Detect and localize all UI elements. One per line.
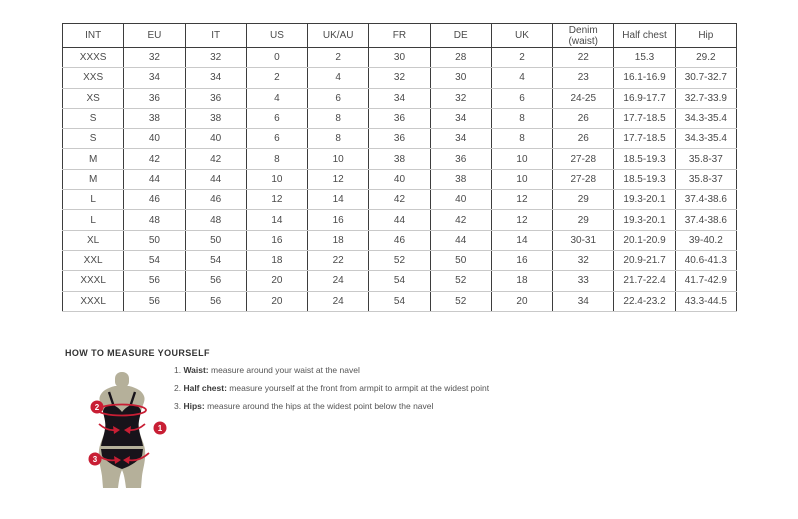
table-cell: 52 bbox=[430, 291, 491, 311]
table-row bbox=[63, 88, 737, 108]
table-cell: 30-31 bbox=[553, 230, 614, 250]
table-cell: 34 bbox=[185, 68, 246, 88]
table-cell: 8 bbox=[246, 149, 307, 169]
column-header: Half chest bbox=[614, 24, 675, 48]
table-cell: 18.5-19.3 bbox=[614, 169, 675, 189]
table-cell: 12 bbox=[308, 169, 369, 189]
table-cell: 10 bbox=[246, 169, 307, 189]
table-cell: 4 bbox=[491, 68, 552, 88]
table-cell: 14 bbox=[246, 210, 307, 230]
table-cell: XS bbox=[63, 88, 124, 108]
table-cell: 34 bbox=[430, 108, 491, 128]
step-number: 2. bbox=[174, 383, 184, 393]
table-cell: 4 bbox=[308, 68, 369, 88]
table-cell: 35.8-37 bbox=[675, 149, 736, 169]
table-cell: 50 bbox=[124, 230, 185, 250]
step-number: 3. bbox=[174, 401, 184, 411]
column-header: UK bbox=[491, 24, 552, 48]
table-cell: 16.1-16.9 bbox=[614, 68, 675, 88]
measure-guide-heading: HOW TO MEASURE YOURSELF bbox=[65, 348, 210, 358]
table-cell: 46 bbox=[185, 190, 246, 210]
table-cell: 29.2 bbox=[675, 48, 736, 68]
measure-step bbox=[174, 379, 489, 397]
table-cell: 2 bbox=[308, 48, 369, 68]
marker-3-label: 3 bbox=[92, 455, 98, 464]
table-cell: XXXL bbox=[63, 271, 124, 291]
table-cell: 42 bbox=[369, 190, 430, 210]
table-cell: 38 bbox=[124, 108, 185, 128]
table-cell: 8 bbox=[491, 108, 552, 128]
table-cell: 36 bbox=[124, 88, 185, 108]
table-cell: 48 bbox=[185, 210, 246, 230]
table-cell: 18 bbox=[308, 230, 369, 250]
table-row bbox=[63, 250, 737, 270]
table-cell: 14 bbox=[308, 190, 369, 210]
table-cell: 43.3-44.5 bbox=[675, 291, 736, 311]
table-cell: 32 bbox=[553, 250, 614, 270]
table-cell: 26 bbox=[553, 108, 614, 128]
table-cell: 34 bbox=[430, 129, 491, 149]
table-cell: 22 bbox=[553, 48, 614, 68]
marker-1-label: 1 bbox=[157, 424, 163, 433]
table-cell: 50 bbox=[185, 230, 246, 250]
measure-marker-2 bbox=[91, 401, 104, 414]
table-cell: XXS bbox=[63, 68, 124, 88]
table-cell: 12 bbox=[491, 210, 552, 230]
measure-marker-1 bbox=[154, 422, 167, 435]
column-header: IT bbox=[185, 24, 246, 48]
table-cell: 6 bbox=[308, 88, 369, 108]
column-header: EU bbox=[124, 24, 185, 48]
table-cell: 54 bbox=[185, 250, 246, 270]
table-cell: 22.4-23.2 bbox=[614, 291, 675, 311]
table-cell: 20 bbox=[246, 271, 307, 291]
table-cell: 6 bbox=[491, 88, 552, 108]
measure-marker-3 bbox=[89, 453, 102, 466]
table-cell: 19.3-20.1 bbox=[614, 190, 675, 210]
table-cell: 16 bbox=[246, 230, 307, 250]
table-row bbox=[63, 108, 737, 128]
table-cell: 37.4-38.6 bbox=[675, 210, 736, 230]
column-header: Denim (waist) bbox=[553, 24, 614, 48]
table-cell: 0 bbox=[246, 48, 307, 68]
table-cell: 36 bbox=[369, 108, 430, 128]
table-cell: 8 bbox=[308, 108, 369, 128]
table-row bbox=[63, 68, 737, 88]
table-cell: 56 bbox=[124, 271, 185, 291]
marker-2-label: 2 bbox=[94, 403, 100, 412]
table-cell: 54 bbox=[124, 250, 185, 270]
table-cell: 32 bbox=[369, 68, 430, 88]
table-cell: 42 bbox=[430, 210, 491, 230]
table-cell: 42 bbox=[185, 149, 246, 169]
table-cell: 16 bbox=[308, 210, 369, 230]
table-cell: 24 bbox=[308, 271, 369, 291]
table-cell: 40 bbox=[185, 129, 246, 149]
measure-step bbox=[174, 397, 489, 415]
table-cell: 20 bbox=[491, 291, 552, 311]
step-term: Hips: bbox=[183, 401, 205, 411]
table-cell: 10 bbox=[308, 149, 369, 169]
table-cell: 39-40.2 bbox=[675, 230, 736, 250]
table-cell: 16.9-17.7 bbox=[614, 88, 675, 108]
table-cell: 34 bbox=[369, 88, 430, 108]
table-cell: 44 bbox=[124, 169, 185, 189]
table-cell: 10 bbox=[491, 169, 552, 189]
table-cell: 56 bbox=[185, 271, 246, 291]
table-cell: 32 bbox=[124, 48, 185, 68]
table-cell: 24-25 bbox=[553, 88, 614, 108]
table-cell: 36 bbox=[185, 88, 246, 108]
table-cell: L bbox=[63, 210, 124, 230]
table-cell: 17.7-18.5 bbox=[614, 108, 675, 128]
table-cell: 18 bbox=[491, 271, 552, 291]
table-cell: XXXL bbox=[63, 291, 124, 311]
step-text: measure around your waist at the navel bbox=[208, 365, 360, 375]
measure-steps bbox=[174, 361, 489, 415]
size-table-body bbox=[63, 48, 737, 312]
table-cell: 8 bbox=[308, 129, 369, 149]
table-cell: XXL bbox=[63, 250, 124, 270]
table-row bbox=[63, 230, 737, 250]
table-cell: 48 bbox=[124, 210, 185, 230]
table-cell: 38 bbox=[369, 149, 430, 169]
table-cell: 41.7-42.9 bbox=[675, 271, 736, 291]
size-table-header-row bbox=[63, 24, 737, 48]
table-cell: 30 bbox=[369, 48, 430, 68]
step-term: Half chest: bbox=[183, 383, 227, 393]
table-cell: 50 bbox=[430, 250, 491, 270]
table-cell: 20.9-21.7 bbox=[614, 250, 675, 270]
table-cell: 27-28 bbox=[553, 149, 614, 169]
table-cell: 35.8-37 bbox=[675, 169, 736, 189]
table-cell: 26 bbox=[553, 129, 614, 149]
table-row bbox=[63, 291, 737, 311]
table-cell: 14 bbox=[491, 230, 552, 250]
table-cell: 37.4-38.6 bbox=[675, 190, 736, 210]
table-cell: 21.7-22.4 bbox=[614, 271, 675, 291]
table-cell: 56 bbox=[185, 291, 246, 311]
table-cell: 12 bbox=[491, 190, 552, 210]
table-cell: 34.3-35.4 bbox=[675, 108, 736, 128]
table-cell: 27-28 bbox=[553, 169, 614, 189]
table-cell: 19.3-20.1 bbox=[614, 210, 675, 230]
table-cell: 20 bbox=[246, 291, 307, 311]
table-cell: 15.3 bbox=[614, 48, 675, 68]
table-cell: 52 bbox=[430, 271, 491, 291]
column-header: US bbox=[246, 24, 307, 48]
table-cell: 32 bbox=[185, 48, 246, 68]
table-cell: 44 bbox=[430, 230, 491, 250]
table-row bbox=[63, 190, 737, 210]
step-number: 1. bbox=[174, 365, 184, 375]
table-row bbox=[63, 271, 737, 291]
table-cell: 16 bbox=[491, 250, 552, 270]
table-cell: 23 bbox=[553, 68, 614, 88]
table-cell: 44 bbox=[369, 210, 430, 230]
table-cell: 2 bbox=[491, 48, 552, 68]
table-cell: 56 bbox=[124, 291, 185, 311]
table-cell: 2 bbox=[246, 68, 307, 88]
table-cell: 36 bbox=[369, 129, 430, 149]
table-row bbox=[63, 48, 737, 68]
table-cell: 46 bbox=[124, 190, 185, 210]
table-cell: 40.6-41.3 bbox=[675, 250, 736, 270]
table-row bbox=[63, 149, 737, 169]
table-cell: 30.7-32.7 bbox=[675, 68, 736, 88]
table-cell: 36 bbox=[430, 149, 491, 169]
table-cell: 24 bbox=[308, 291, 369, 311]
column-header: UK/AU bbox=[308, 24, 369, 48]
table-cell: 8 bbox=[491, 129, 552, 149]
table-cell: XL bbox=[63, 230, 124, 250]
table-cell: 40 bbox=[430, 190, 491, 210]
table-cell: S bbox=[63, 129, 124, 149]
table-cell: 54 bbox=[369, 291, 430, 311]
table-cell: 42 bbox=[124, 149, 185, 169]
table-cell: S bbox=[63, 108, 124, 128]
table-cell: 20.1-20.9 bbox=[614, 230, 675, 250]
table-cell: 18 bbox=[246, 250, 307, 270]
step-text: measure yourself at the front from armpit to armpit at the widest point bbox=[226, 383, 490, 393]
column-header: Hip bbox=[675, 24, 736, 48]
table-cell: 22 bbox=[308, 250, 369, 270]
mannequin-figure bbox=[75, 371, 169, 491]
table-cell: XXXS bbox=[63, 48, 124, 68]
table-cell: 29 bbox=[553, 190, 614, 210]
table-cell: 10 bbox=[491, 149, 552, 169]
table-row bbox=[63, 210, 737, 230]
table-cell: 52 bbox=[369, 250, 430, 270]
table-cell: M bbox=[63, 149, 124, 169]
table-cell: M bbox=[63, 169, 124, 189]
table-cell: 18.5-19.3 bbox=[614, 149, 675, 169]
table-cell: 34.3-35.4 bbox=[675, 129, 736, 149]
table-row bbox=[63, 129, 737, 149]
table-cell: 29 bbox=[553, 210, 614, 230]
measure-step bbox=[174, 361, 489, 379]
table-cell: 4 bbox=[246, 88, 307, 108]
table-row bbox=[63, 169, 737, 189]
column-header: FR bbox=[369, 24, 430, 48]
table-cell: 32 bbox=[430, 88, 491, 108]
column-header: DE bbox=[430, 24, 491, 48]
table-cell: 38 bbox=[430, 169, 491, 189]
table-cell: L bbox=[63, 190, 124, 210]
table-cell: 46 bbox=[369, 230, 430, 250]
table-cell: 6 bbox=[246, 129, 307, 149]
size-table-head bbox=[63, 24, 737, 48]
table-cell: 28 bbox=[430, 48, 491, 68]
table-cell: 12 bbox=[246, 190, 307, 210]
step-text: measure around the hips at the widest point below the navel bbox=[204, 401, 434, 411]
table-cell: 17.7-18.5 bbox=[614, 129, 675, 149]
table-cell: 33 bbox=[553, 271, 614, 291]
table-cell: 34 bbox=[553, 291, 614, 311]
column-header: INT bbox=[63, 24, 124, 48]
table-cell: 54 bbox=[369, 271, 430, 291]
table-cell: 32.7-33.9 bbox=[675, 88, 736, 108]
table-cell: 38 bbox=[185, 108, 246, 128]
size-table bbox=[62, 23, 737, 312]
table-cell: 6 bbox=[246, 108, 307, 128]
table-cell: 30 bbox=[430, 68, 491, 88]
table-cell: 44 bbox=[185, 169, 246, 189]
step-term: Waist: bbox=[183, 365, 209, 375]
table-cell: 34 bbox=[124, 68, 185, 88]
table-cell: 40 bbox=[369, 169, 430, 189]
table-cell: 40 bbox=[124, 129, 185, 149]
